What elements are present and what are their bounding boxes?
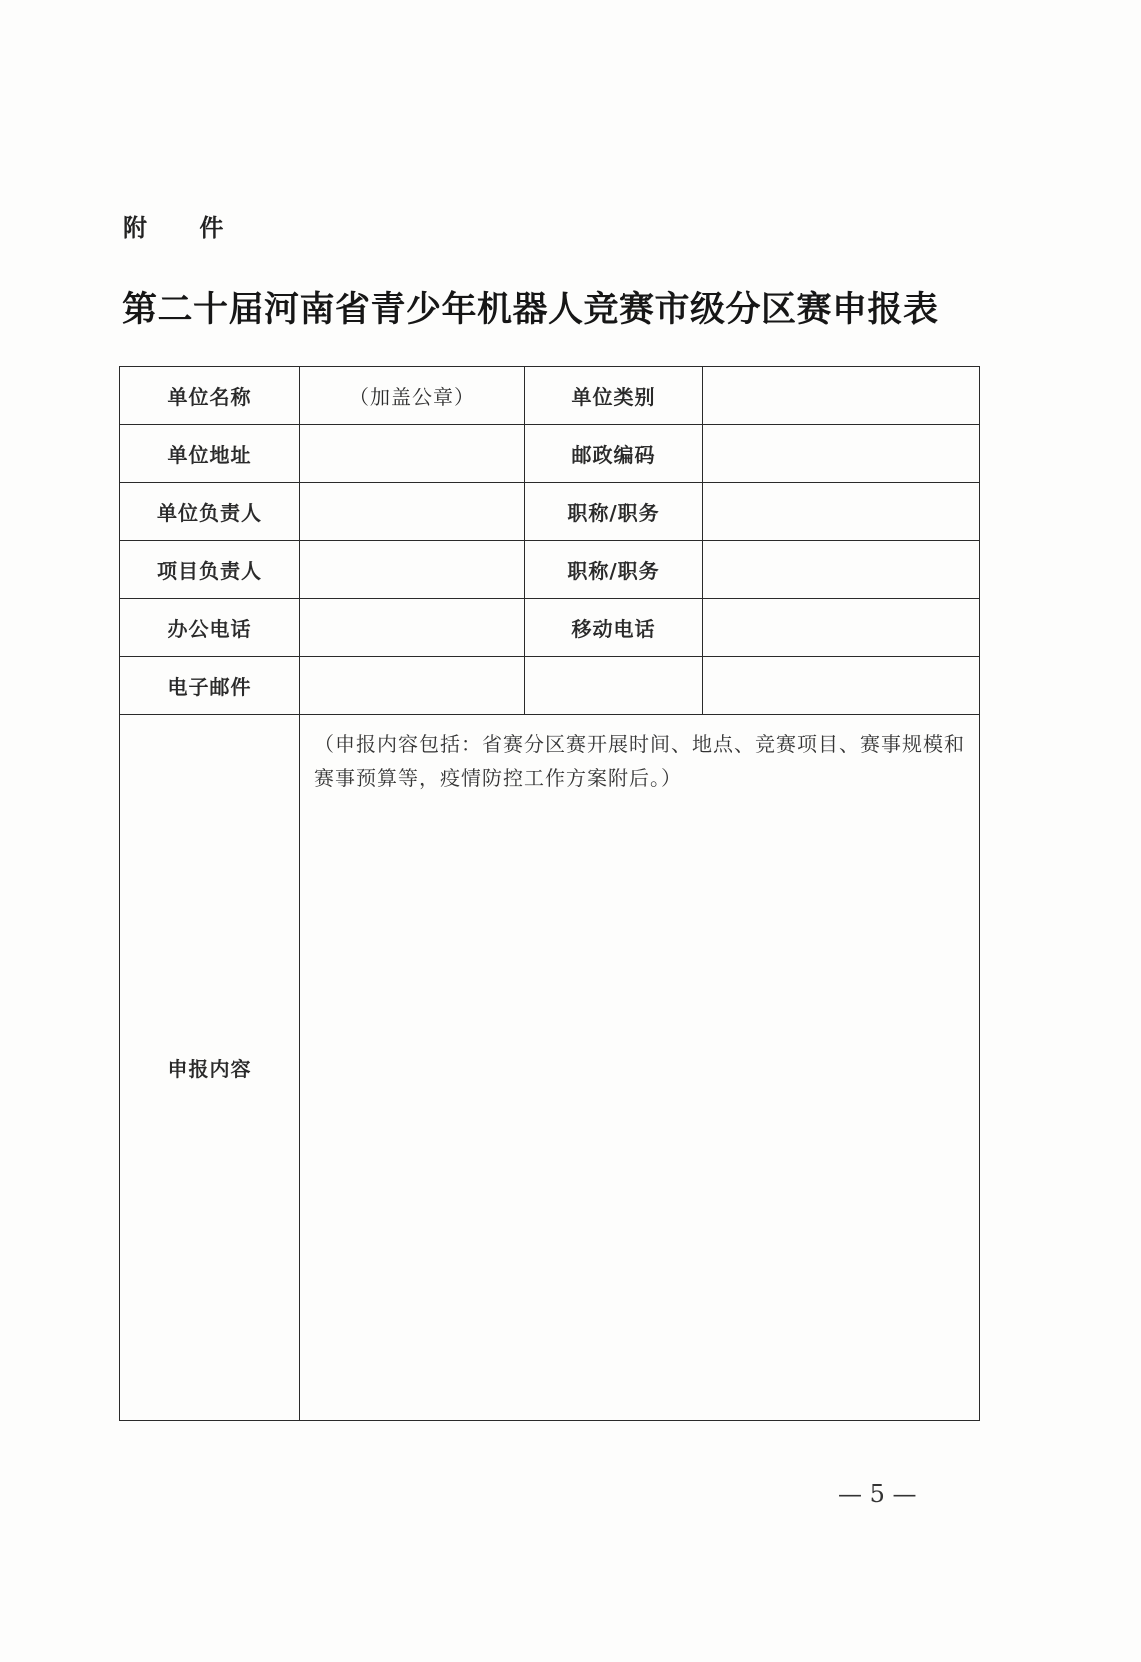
project-lead-label: 项目负责人 bbox=[120, 541, 300, 599]
application-content-field[interactable] bbox=[300, 715, 980, 1421]
table-row bbox=[120, 367, 980, 425]
postal-code-field[interactable] bbox=[703, 425, 980, 483]
project-lead-title-field[interactable] bbox=[703, 541, 980, 599]
email-field[interactable] bbox=[300, 657, 525, 715]
unit-head-label: 单位负责人 bbox=[120, 483, 300, 541]
document-title: 第二十届河南省青少年机器人竞赛市级分区赛申报表 bbox=[122, 290, 939, 330]
unit-head-field[interactable] bbox=[300, 483, 525, 541]
postal-code-label: 邮政编码 bbox=[525, 425, 703, 483]
project-lead-field[interactable] bbox=[300, 541, 525, 599]
unit-address-field[interactable] bbox=[300, 425, 525, 483]
office-phone-field[interactable] bbox=[300, 599, 525, 657]
unit-category-field[interactable] bbox=[703, 367, 980, 425]
empty-cell[interactable] bbox=[703, 657, 980, 715]
table-row bbox=[120, 425, 980, 483]
unit-head-title-label: 职称/职务 bbox=[525, 483, 703, 541]
email-label: 电子邮件 bbox=[120, 657, 300, 715]
application-content-label: 申报内容 bbox=[120, 715, 300, 1421]
page-number: — 5 — bbox=[838, 1480, 917, 1508]
unit-name-label: 单位名称 bbox=[120, 367, 300, 425]
table-row bbox=[120, 599, 980, 657]
table-row bbox=[120, 541, 980, 599]
unit-address-label: 单位地址 bbox=[120, 425, 300, 483]
office-phone-label: 办公电话 bbox=[120, 599, 300, 657]
empty-cell[interactable] bbox=[525, 657, 703, 715]
application-form-table bbox=[119, 366, 980, 1421]
unit-head-title-field[interactable] bbox=[703, 483, 980, 541]
table-row bbox=[120, 657, 980, 715]
attachment-label: 附 件 bbox=[123, 214, 246, 242]
mobile-phone-field[interactable] bbox=[703, 599, 980, 657]
table-row bbox=[120, 715, 980, 1421]
mobile-phone-label: 移动电话 bbox=[525, 599, 703, 657]
unit-category-label: 单位类别 bbox=[525, 367, 703, 425]
application-content-hint: （申报内容包括：省赛分区赛开展时间、地点、竞赛项目、赛事规模和赛事预算等，疫情防控工作方案附后。） bbox=[314, 732, 965, 790]
project-lead-title-label: 职称/职务 bbox=[525, 541, 703, 599]
table-row bbox=[120, 483, 980, 541]
unit-name-field[interactable]: （加盖公章） bbox=[300, 367, 525, 425]
